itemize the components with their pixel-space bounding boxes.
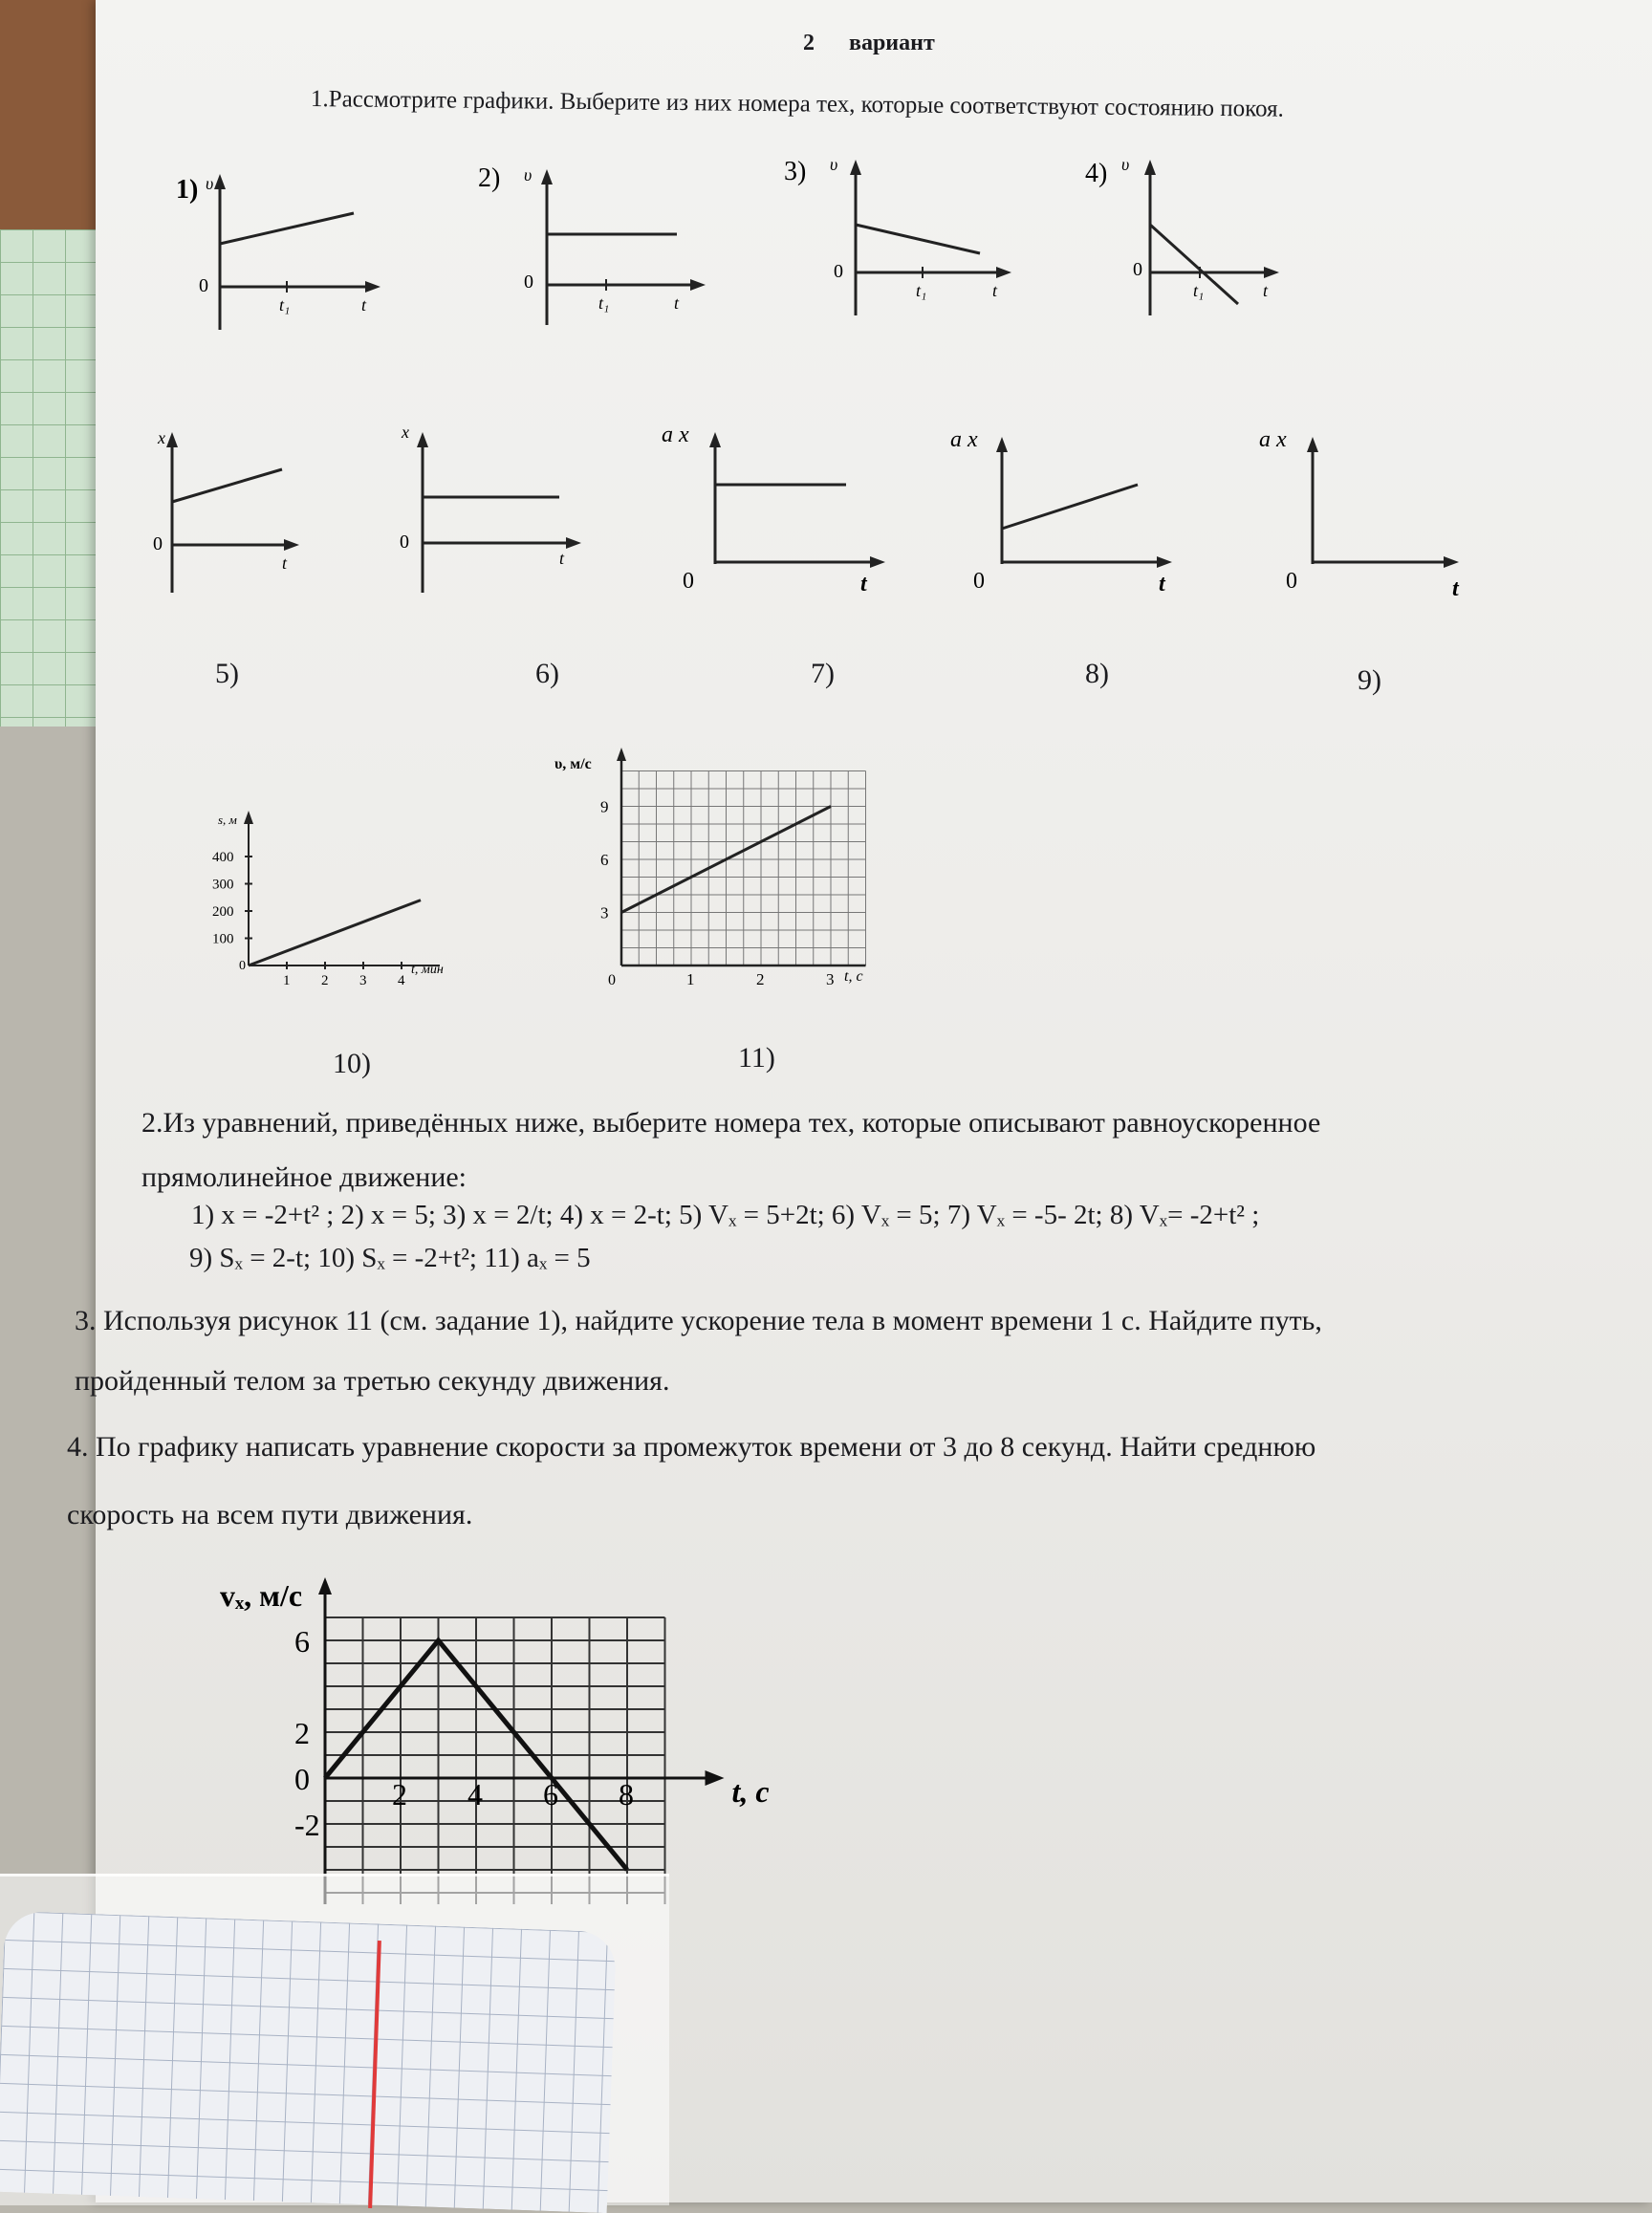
graph-8-axis-y: a x xyxy=(950,427,978,452)
origin-label: 0 xyxy=(608,972,616,988)
graph-11-label: 11) xyxy=(738,1042,775,1074)
series-line xyxy=(249,900,421,965)
task2-text-line1: 2.Из уравнений, приведённых ниже, выберите номера тех, которые описывают равноускоренное xyxy=(141,1107,1321,1139)
task3-text-line2: пройденный телом за третью секунду движения. xyxy=(75,1365,670,1397)
graph-7-axis-y: a x xyxy=(662,423,689,447)
graph-10-chart xyxy=(201,803,507,994)
x-tick-label: 3 xyxy=(826,970,835,988)
graph-1-axis-x: t xyxy=(361,295,367,315)
task4-velocity-chart xyxy=(201,1577,770,1902)
graph-1-axis-y: υ xyxy=(206,174,214,193)
graph-1-tick: t₁ xyxy=(279,295,291,315)
graph-11-chart xyxy=(554,746,889,994)
graph-6-label: 6) xyxy=(535,658,559,689)
graph-3-axis-x: t xyxy=(992,281,998,300)
graph-3-tick: t₁ xyxy=(916,281,927,300)
graph-2-tick: t₁ xyxy=(598,293,610,313)
graph-3-origin: 0 xyxy=(834,261,843,282)
graph-8-axis-x: t xyxy=(1159,572,1165,597)
graph-3-label: 3) xyxy=(784,157,807,186)
y-tick-label: 400 xyxy=(212,850,234,865)
graph-1-label: 1) xyxy=(176,175,199,205)
task2-text-line2: прямолинейное движение: xyxy=(141,1161,467,1193)
x-tick-label: 8 xyxy=(619,1777,634,1812)
axis-y-arrow xyxy=(318,1577,332,1595)
graph-6 xyxy=(382,421,593,612)
y-tick-label: 9 xyxy=(600,797,609,816)
graph-2-axis-y: υ xyxy=(524,165,533,184)
task1-text: 1.Рассмотрите графики. Выберите из них номера тех, которые соответствуют состоянию покоя. xyxy=(310,86,1284,122)
graph-6-axis-x: t xyxy=(559,549,565,568)
graph-2-origin: 0 xyxy=(524,271,533,293)
axis-x-arrow xyxy=(706,1770,725,1786)
task4-text-line2: скорость на всем пути движения. xyxy=(67,1499,473,1530)
graph-8-origin: 0 xyxy=(973,569,985,594)
task2-equations-line1: 1) x = -2+t² ; 2) x = 5; 3) x = 2/t; 4) x = 2-t; 5) Vₓ = 5+2t; 6) Vₓ = 5; 7) Vₓ = -5- 2t; 8) Vₓ= -2+t² ; xyxy=(191,1200,1260,1230)
x-axis-label: t, с xyxy=(844,968,863,985)
graph-8-label: 8) xyxy=(1085,658,1109,689)
graph-6-origin: 0 xyxy=(400,532,409,553)
y-tick-label: 300 xyxy=(212,877,234,893)
graph-2 xyxy=(478,158,707,349)
y-tick-label: 2 xyxy=(294,1716,310,1750)
x-axis-label: t, мин xyxy=(411,963,444,977)
graph-5-axis-x: t xyxy=(282,553,288,573)
graph-4-tick: t₁ xyxy=(1193,281,1205,300)
graph-7-axis-x: t xyxy=(860,572,867,597)
graph-5 xyxy=(134,421,344,612)
x-tick-label: 2 xyxy=(321,973,329,988)
graph-5-origin: 0 xyxy=(153,533,163,554)
task3-text-line1: 3. Используя рисунок 11 (см. задание 1), найдите ускорение тела в момент времени 1 с. Найдите путь, xyxy=(75,1305,1322,1336)
graph-1-origin: 0 xyxy=(199,275,208,296)
y-tick-label: -2 xyxy=(294,1808,320,1842)
y-axis-label: υ, м/с xyxy=(554,756,592,772)
x-tick-label: 1 xyxy=(686,970,695,988)
graph-7-label: 7) xyxy=(811,658,835,689)
variant-title: вариант xyxy=(849,31,935,55)
x-tick-label: 2 xyxy=(392,1777,407,1812)
y-axis-label: s, м xyxy=(218,813,237,827)
graph-7 xyxy=(660,421,889,612)
graph-1 xyxy=(153,163,382,354)
task4-text-line1: 4. По графику написать уравнение скорости за промежуток времени от 3 до 8 секунд. Найти среднюю xyxy=(67,1431,1316,1463)
graph-9-origin: 0 xyxy=(1286,569,1297,594)
y-tick-label: 200 xyxy=(212,904,234,920)
x-tick-label: 6 xyxy=(543,1777,558,1812)
graph-4-origin: 0 xyxy=(1133,259,1142,280)
y-tick-label: 6 xyxy=(294,1624,310,1659)
x-tick-label: 1 xyxy=(283,973,291,988)
graph-4-axis-x: t xyxy=(1263,281,1269,300)
notebook-bottom xyxy=(0,1911,617,2213)
axis-y-arrow xyxy=(617,748,626,761)
variant-number: 2 xyxy=(803,31,815,55)
origin-label: 0 xyxy=(239,959,246,973)
axis-y-arrow xyxy=(244,811,253,824)
graph-8 xyxy=(946,425,1176,617)
y-tick-label: 3 xyxy=(600,903,609,922)
graph-9-label: 9) xyxy=(1358,664,1381,696)
graph-10-label: 10) xyxy=(333,1048,371,1079)
x-axis-label: t, c xyxy=(731,1774,770,1809)
x-tick-label: 4 xyxy=(467,1777,483,1812)
graph-7-origin: 0 xyxy=(683,569,694,594)
graph-9 xyxy=(1257,425,1487,617)
y-tick-label: 6 xyxy=(600,851,609,869)
graph-4-label: 4) xyxy=(1085,159,1108,188)
graph-4-axis-y: υ xyxy=(1121,155,1130,174)
y-tick-label: 0 xyxy=(294,1762,310,1796)
graph-3 xyxy=(784,153,1013,344)
graph-5-label: 5) xyxy=(215,658,239,689)
graph-3-axis-y: υ xyxy=(830,155,838,174)
graph-4 xyxy=(1085,153,1315,344)
x-tick-label: 3 xyxy=(359,973,367,988)
x-tick-label: 4 xyxy=(398,973,405,988)
graph-5-axis-y: x xyxy=(158,428,165,447)
graph-2-axis-x: t xyxy=(674,293,680,313)
x-tick-label: 2 xyxy=(756,970,765,988)
task2-equations-line2: 9) Sₓ = 2-t; 10) Sₓ = -2+t²; 11) aₓ = 5 xyxy=(189,1243,591,1273)
graph-6-axis-y: x xyxy=(402,423,409,442)
y-tick-label: 100 xyxy=(212,931,234,947)
graph-9-axis-y: a x xyxy=(1259,427,1287,452)
y-axis-label: vₓ, м/с xyxy=(220,1578,303,1613)
graph-2-label: 2) xyxy=(478,163,501,193)
graph-9-axis-x: t xyxy=(1452,576,1459,601)
